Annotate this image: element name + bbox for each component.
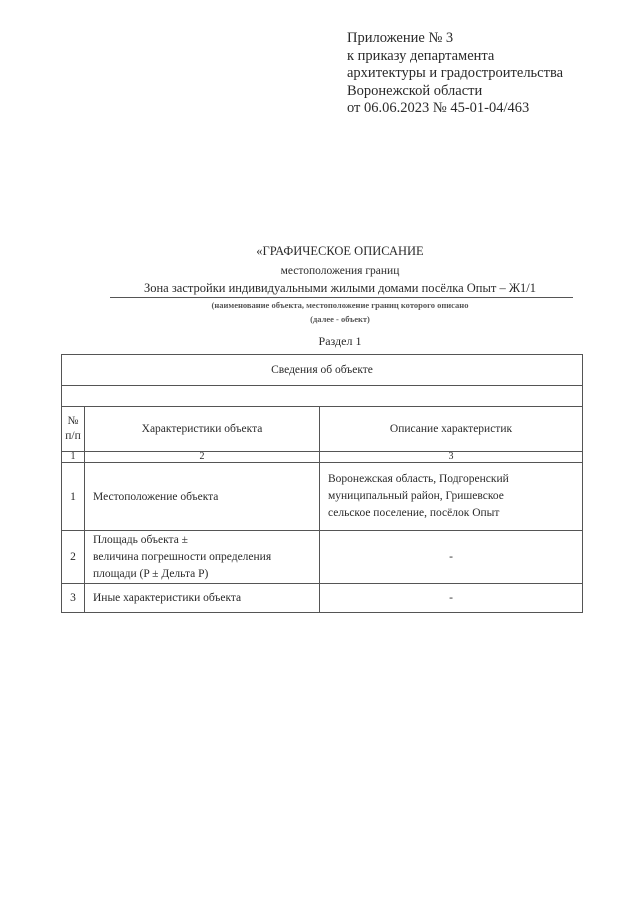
header-description: Описание характеристик [320, 407, 583, 452]
table-row [62, 584, 583, 613]
document-subheading: местоположения границ [280, 265, 400, 277]
appendix-line: к приказу департамента [347, 47, 495, 64]
column-number-row [62, 452, 583, 463]
table-blank-row [62, 386, 583, 407]
table-row [62, 463, 583, 531]
appendix-line: Приложение № 3 [347, 30, 454, 46]
object-name-underline [110, 297, 573, 298]
table-caption: Сведения об объекте [62, 355, 583, 386]
row-characteristic: Местоположение объекта [85, 463, 320, 531]
header-num: № п/п [62, 407, 85, 452]
object-caption: (наименование объекта, местоположение границ которого описано [211, 300, 469, 310]
appendix-line: Воронежской области [347, 82, 483, 99]
appendix-line: архитектуры и градостроительства [347, 65, 564, 81]
row-characteristic: Иные характеристики объекта [85, 584, 320, 613]
table-caption-row [62, 355, 583, 386]
table-row [62, 531, 583, 584]
row-description: Воронежская область, Подгоренский муниципальный район, Гришевское сельское поселение, посёлок Опыт [320, 463, 583, 531]
column-number: 3 [320, 452, 583, 463]
document-heading: «ГРАФИЧЕСКОЕ ОПИСАНИЕ [256, 244, 424, 258]
row-description: - [320, 531, 583, 584]
row-description: - [320, 584, 583, 613]
row-number: 2 [62, 531, 85, 584]
object-name: Зона застройки индивидуальными жилыми домами посёлка Опыт – Ж1/1 [143, 281, 537, 295]
row-number: 3 [62, 584, 85, 613]
column-number: 1 [62, 452, 85, 463]
header-characteristic: Характеристики объекта [85, 407, 320, 452]
row-number: 1 [62, 463, 85, 531]
column-number: 2 [85, 452, 320, 463]
row-characteristic: Площадь объекта ± величина погрешности определения площади (P ± Дельта P) [85, 531, 320, 584]
section-title: Раздел 1 [318, 334, 362, 348]
object-info-table [61, 354, 583, 613]
appendix-header [347, 30, 563, 118]
object-caption-2: (далее - объект) [310, 314, 370, 324]
table-header-row [62, 407, 583, 452]
appendix-line: от 06.06.2023 № 45-01-04/463 [347, 100, 530, 116]
